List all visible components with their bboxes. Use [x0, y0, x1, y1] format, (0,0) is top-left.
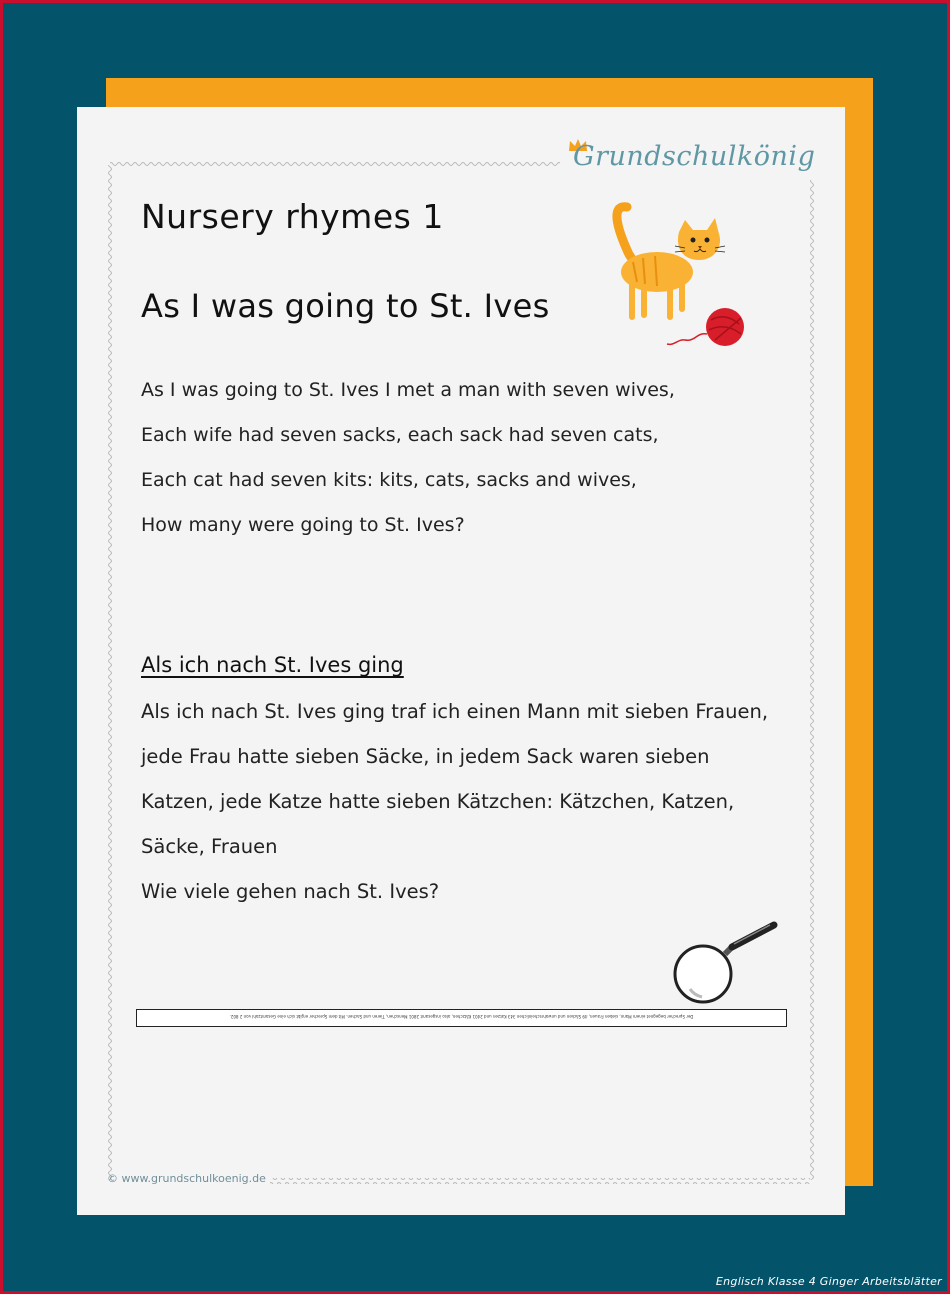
- rhyme-text: [141, 377, 675, 557]
- upside-down-answer-box: [136, 1009, 787, 1027]
- rhyme-line: Each wife had seven sacks, each sack had seven cats,: [141, 424, 659, 446]
- rhyme-line: As I was going to St. Ives I met a man with seven wives,: [141, 379, 675, 401]
- translation-heading: Als ich nach St. Ives ging: [141, 653, 404, 677]
- magnifier-icon: [670, 919, 780, 1009]
- rhyme-line: Each cat had seven kits: kits, cats, sacks and wives,: [141, 469, 637, 491]
- translation-line: Säcke, Frauen: [141, 835, 278, 858]
- worksheet-page: [77, 107, 845, 1215]
- brand-logo: Grundschulkönig: [573, 141, 816, 172]
- rhyme-line: How many were going to St. Ives?: [141, 514, 465, 536]
- footer-url: © www.grundschulkoenig.de: [107, 1172, 266, 1185]
- answer-text: Der Sprecher begegnet einem Mann, sieben Frauen, 49 Säcken und unwahrscheinlichen 343 Katzen und 2401 Kätzchen, also insgesamt 2801 Menschen, Tieren und Sachen. Mit dem Sprecher ergibt sich eine Gesamtzahl von 2 802.: [229, 1014, 694, 1019]
- image-caption: Englisch Klasse 4 Ginger Arbeitsblätter: [715, 1275, 942, 1288]
- translation-line: Als ich nach St. Ives ging traf ich einen Mann mit sieben Frauen,: [141, 700, 769, 723]
- rhyme-title: As I was going to St. Ives: [141, 287, 550, 325]
- translation-line: jede Frau hatte sieben Säcke, in jedem Sack waren sieben: [141, 745, 710, 768]
- translation-line: Wie viele gehen nach St. Ives?: [141, 880, 440, 903]
- cat-illustration: [597, 202, 757, 352]
- translation-line: Katzen, jede Katze hatte sieben Kätzchen: Kätzchen, Katzen,: [141, 790, 735, 813]
- translation-text: [141, 699, 768, 924]
- page-title: Nursery rhymes 1: [141, 197, 444, 236]
